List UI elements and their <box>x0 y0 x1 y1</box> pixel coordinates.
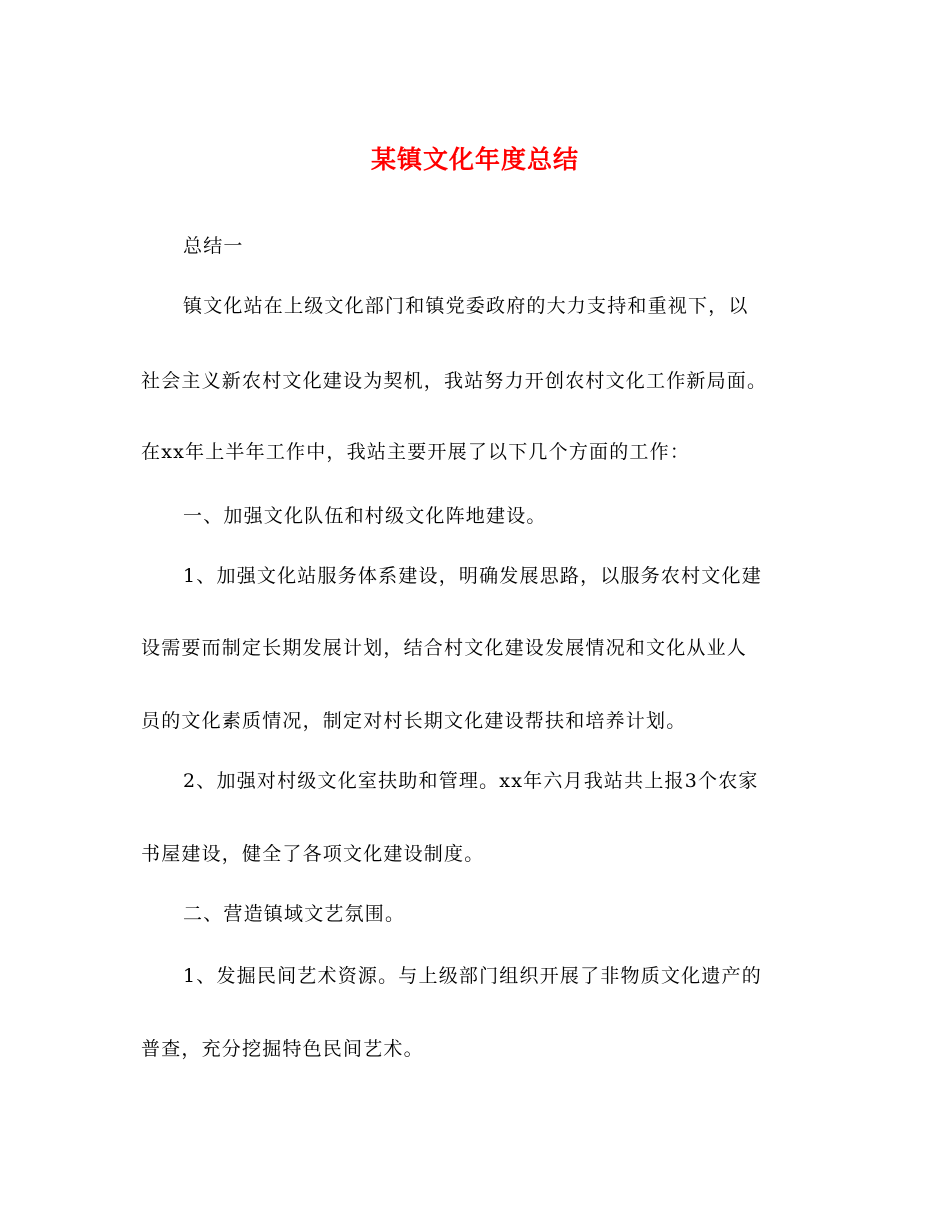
paragraph-line: 普查，充分挖掘特色民间艺术。 <box>141 1038 424 1060</box>
paragraph-line: 镇文化站在上级文化部门和镇党委政府的大力支持和重视下，以 <box>183 295 749 317</box>
section-heading-summary-one: 总结一 <box>183 235 244 257</box>
paragraph-line: 设需要而制定长期发展计划，结合村文化建设发展情况和文化从业人 <box>141 637 748 659</box>
paragraph-line: 1、加强文化站服务体系建设，明确发展思路，以服务农村文化建 <box>183 565 762 587</box>
section-heading: 二、营造镇域文艺氛围。 <box>183 903 406 925</box>
paragraph-line: 1、发掘民间艺术资源。与上级部门组织开展了非物质文化遗产的 <box>183 965 762 987</box>
paragraph-line: 书屋建设，健全了各项文化建设制度。 <box>141 843 485 865</box>
paragraph-line: 员的文化素质情况，制定对村长期文化建设帮扶和培养计划。 <box>141 710 687 732</box>
paragraph-line: 2、加强对村级文化室扶助和管理。xx年六月我站共上报3个农家 <box>183 770 759 792</box>
document-title: 某镇文化年度总结 <box>370 145 579 174</box>
section-heading: 一、加强文化队伍和村级文化阵地建设。 <box>183 505 547 527</box>
paragraph-line: 在xx年上半年工作中，我站主要开展了以下几个方面的工作： <box>141 441 691 463</box>
paragraph-line: 社会主义新农村文化建设为契机，我站努力开创农村文化工作新局面。 <box>141 370 768 392</box>
